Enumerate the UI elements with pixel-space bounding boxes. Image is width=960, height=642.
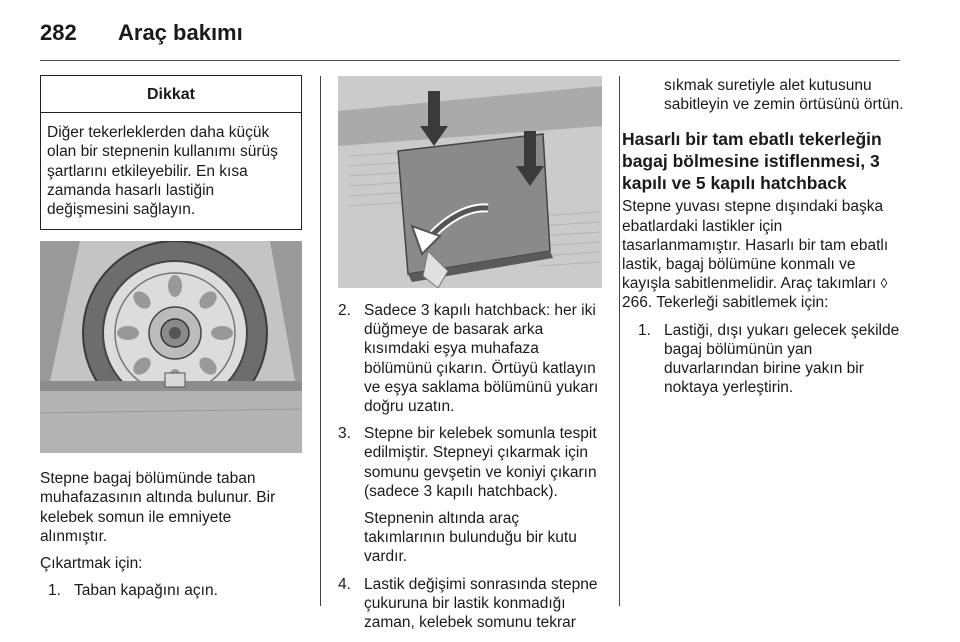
intro-paragraph: Stepne bagaj bölümünde taban muhafazasının altında bulunur. Bir kelebek somun ile emniyete alınmıştır.	[40, 470, 276, 545]
warning-text: Diğer tekerleklerden daha küçük olan bir stepnenin kullanımı sürüş şartlarını etkileyebilir. En kısa zamanda hasarlı lastiğin değişmesini sağlayın.	[47, 124, 278, 219]
steps-list-3	[622, 321, 904, 398]
column-2	[338, 76, 602, 640]
step-subtext: Stepnenin altında araç takımlarının bulunduğu bir kutu vardır.	[364, 510, 577, 566]
column-divider-2	[619, 76, 620, 606]
header-rule	[40, 60, 900, 61]
step-number: 2.	[338, 302, 351, 319]
steps-list-1	[40, 581, 302, 600]
step-text: Taban kapağını açın.	[74, 582, 218, 600]
spare-wheel-illustration	[40, 241, 302, 453]
list-item	[338, 301, 602, 416]
page-header	[40, 14, 900, 54]
steps-list-2	[338, 301, 602, 632]
step-text: Stepne bir kelebek somunla tespit edilmiştir. Stepneyi çıkarmak için somunu gevşetin ve koniyi çıkarın (sadece 3 kapılı hatchback).	[364, 425, 597, 500]
step-text: Lastik değişimi sonrasında stepne çukuruna bir lastik konmadığı zaman, kelebek somunu tekrar	[364, 575, 598, 632]
step-text: Sadece 3 kapılı hatchback: her iki düğmeye de basarak arka kısımdaki eşya muhafaza bölümünü çıkarın. Örtüyü katlayın ve eşya saklama bölümünü yukarı doğru uzatın.	[364, 302, 599, 416]
list-item	[338, 424, 602, 566]
list-item	[48, 581, 302, 600]
column-3	[622, 76, 904, 405]
paragraph-text-after-ref: 266. Tekerleği sabitlemek için:	[622, 294, 829, 312]
cover-removal-illustration	[338, 76, 602, 288]
list-item	[638, 321, 904, 398]
warning-heading: Dikkat	[41, 76, 301, 113]
list-item	[338, 575, 602, 633]
page-number: 282	[40, 20, 77, 45]
step-number: 1.	[48, 582, 61, 600]
spare-wheel-drawing	[40, 241, 302, 453]
column-divider-1	[320, 76, 321, 606]
step-number: 4.	[338, 575, 351, 593]
subsection-heading: Hasarlı bir tam ebatlı tekerleğin bagaj bölmesine istiflenmesi, 3 kapılı ve 5 kapılı hatchback	[622, 129, 882, 194]
step-number: 3.	[338, 425, 351, 443]
removal-intro: Çıkartmak için:	[40, 555, 143, 573]
cover-removal-drawing	[338, 76, 602, 288]
step-number: 1.	[638, 321, 651, 339]
continuation-text: sıkmak suretiyle alet kutusunu sabitleyin ve zemin örtüsünü örtün.	[664, 77, 904, 114]
subsection-paragraph	[622, 197, 904, 312]
paragraph-text-before-ref: Stepne yuvası stepne dışındaki başka ebatlardaki lastikler için tasarlanmamıştır. Hasarlı bir tam ebatlı lastik, bagaj bölümüne konmalı ve kayışla sabitlenmelidir. Araç takımları	[622, 198, 889, 293]
page-title: Araç bakımı	[118, 20, 243, 45]
warning-box	[40, 75, 302, 230]
column-1	[40, 75, 302, 608]
page-reference-icon: ◊	[880, 275, 888, 292]
step-text: Lastiği, dışı yukarı gelecek şekilde bagaj bölümünün yan duvarlarından birine yakın bir noktaya yerleştirin.	[664, 321, 900, 397]
